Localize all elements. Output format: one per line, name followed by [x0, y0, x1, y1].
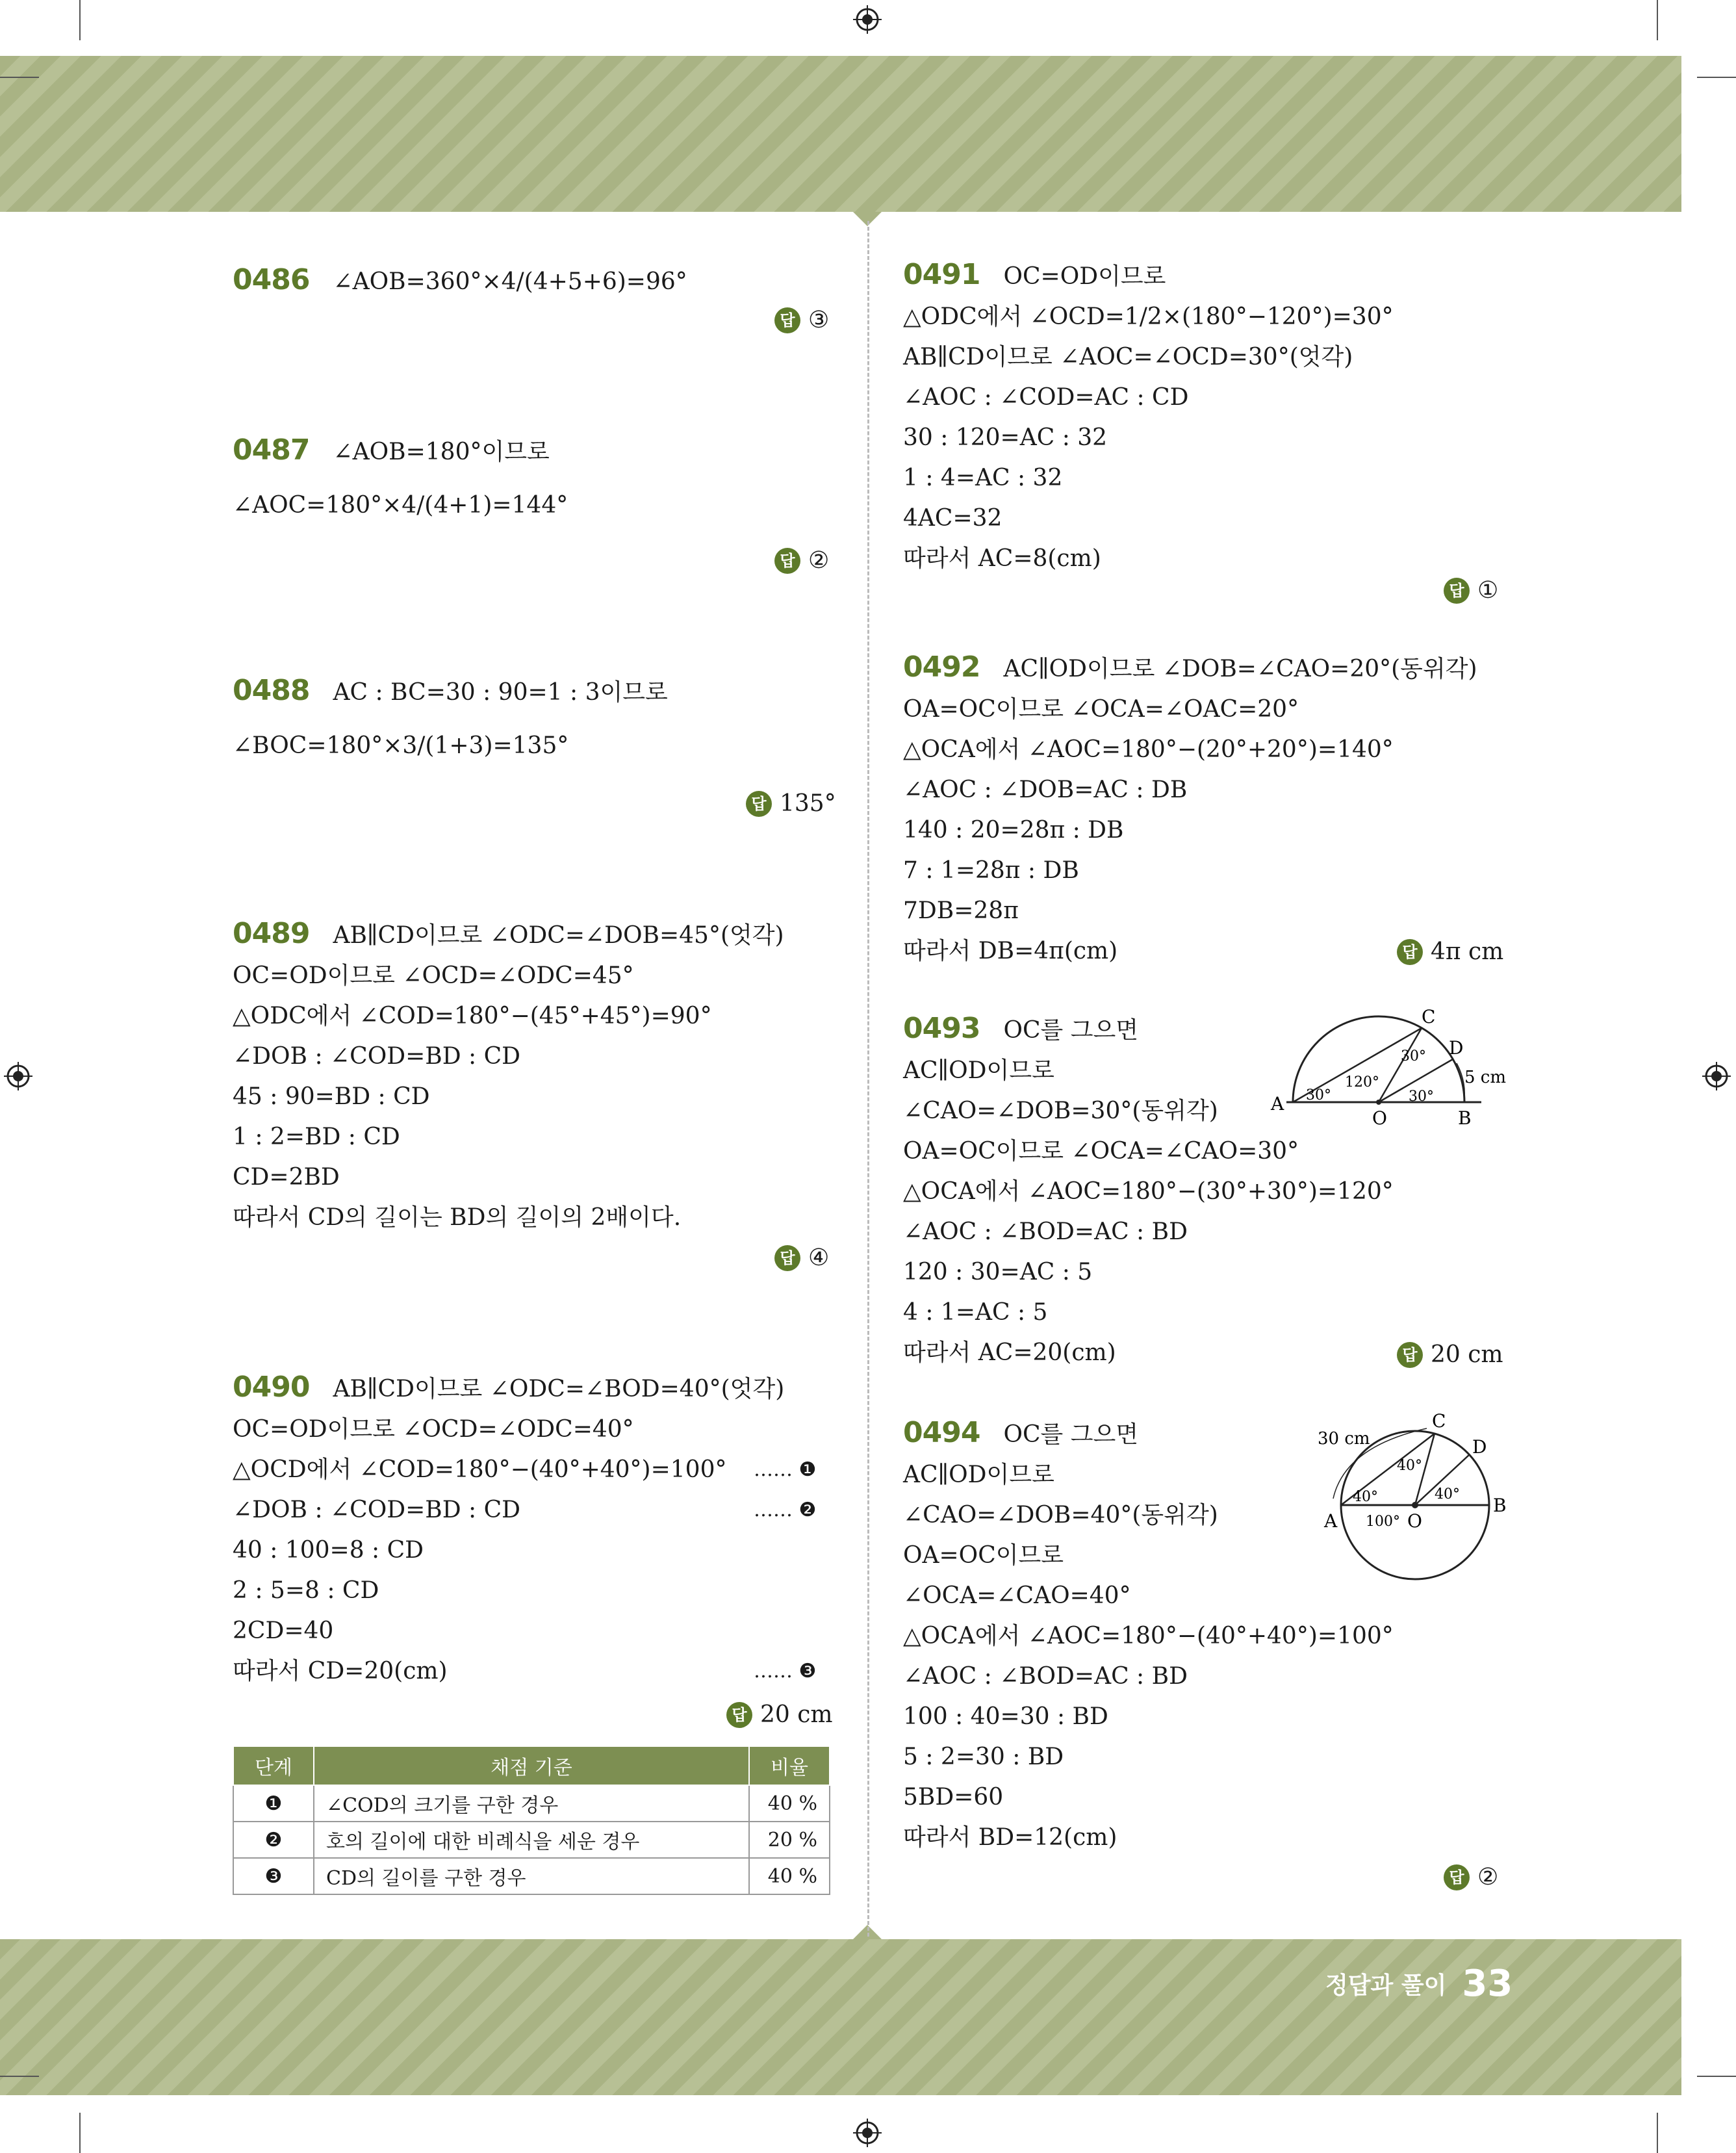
point-label: A — [1271, 1093, 1284, 1115]
table-cell: 호의 길이에 대한 비례식을 세운 경우 — [314, 1822, 749, 1858]
solution-line: △OCA에서 ∠AOC=180°−(40°+40°)=100° — [903, 1623, 1394, 1649]
table-row — [233, 1785, 830, 1822]
table-cell: CD의 길이를 구한 경우 — [314, 1858, 749, 1894]
point-label: D — [1472, 1436, 1487, 1458]
solution-line: 따라서 AC=8(cm) — [903, 545, 1101, 572]
answer-0491 — [1444, 577, 1498, 604]
solution-line: 따라서 CD의 길이는 BD의 길이의 2배이다. — [233, 1204, 682, 1231]
length-label: 30 cm — [1318, 1429, 1370, 1449]
solution-line: AC : BC=30 : 90=1 : 3이므로 — [333, 679, 668, 706]
solution-line: ∠DOB : ∠COD=BD : CD — [233, 1497, 521, 1523]
answer-tag-icon: 답 — [726, 1702, 752, 1728]
answer-value: ④ — [808, 1244, 830, 1271]
answer-value: ② — [808, 547, 830, 574]
table-cell: 40 % — [749, 1785, 830, 1822]
table-row — [233, 1822, 830, 1858]
problem-0488 — [233, 671, 668, 766]
solution-line: AC∥OD이므로 ∠DOB=∠CAO=20°(동위각) — [1003, 656, 1477, 682]
solution-line: 100 : 40=30 : BD — [903, 1703, 1108, 1730]
table-header: 비율 — [749, 1746, 830, 1785]
table-cell: ❸ — [233, 1858, 314, 1894]
problem-number: 0488 — [233, 674, 310, 707]
footer-label: 정답과 풀이 — [1325, 1972, 1447, 1999]
answer-tag-icon: 답 — [746, 791, 772, 817]
table-header: 단계 — [233, 1746, 314, 1785]
answer-0489 — [774, 1244, 829, 1271]
problem-number: 0492 — [903, 651, 980, 684]
solution-line: AB∥CD이므로 ∠ODC=∠DOB=45°(엇각) — [333, 922, 784, 949]
solution-line: AC∥OD이므로 — [903, 1462, 1054, 1488]
solution-line: 5 : 2=30 : BD — [903, 1744, 1064, 1770]
solution-line: 1 : 4=AC : 32 — [903, 465, 1063, 491]
point-label: C — [1422, 1007, 1436, 1027]
answer-value: 20 cm — [1431, 1341, 1503, 1368]
solution-line: △ODC에서 ∠COD=180°−(45°+45°)=90° — [233, 1003, 712, 1029]
scoring-table — [233, 1746, 830, 1895]
answer-value: 20 cm — [760, 1701, 833, 1728]
solution-line: 따라서 BD=12(cm) — [903, 1824, 1117, 1851]
semicircle-figure — [1267, 1007, 1514, 1137]
solution-line: OC=OD이므로 — [1003, 263, 1166, 290]
problem-number: 0487 — [233, 433, 310, 467]
solution-line: AB∥CD이므로 ∠ODC=∠BOD=40°(엇각) — [333, 1376, 785, 1402]
answer-0490 — [726, 1701, 833, 1728]
solution-line: AB∥CD이므로 ∠AOC=∠OCD=30°(엇각) — [903, 344, 1353, 370]
registration-mark-icon — [4, 1062, 32, 1090]
solution-line: OA=OC이므로 ∠OCA=∠OAC=20° — [903, 696, 1299, 723]
answer-0492 — [1397, 938, 1503, 965]
table-row — [233, 1858, 830, 1894]
solution-line: 4AC=32 — [903, 505, 1002, 532]
solution-line: OC=OD이므로 ∠OCD=∠ODC=45° — [233, 962, 634, 989]
circle-figure — [1306, 1408, 1520, 1590]
point-label: A — [1324, 1510, 1338, 1532]
crop-mark — [79, 0, 81, 40]
page-number: 33 — [1462, 1963, 1513, 2005]
solution-line: ∠AOC : ∠BOD=AC : BD — [903, 1663, 1188, 1690]
solution-line: OA=OC이므로 ∠OCA=∠CAO=30° — [903, 1138, 1299, 1165]
solution-line: 30 : 120=AC : 32 — [903, 424, 1108, 451]
crop-mark — [79, 2113, 81, 2153]
answer-0493 — [1397, 1341, 1503, 1368]
problem-0490 — [233, 1367, 784, 1692]
answer-0494 — [1444, 1864, 1498, 1890]
answer-value: ② — [1477, 1864, 1499, 1890]
answer-value: 4π cm — [1431, 938, 1504, 965]
crop-mark — [1657, 0, 1658, 40]
point-label: O — [1407, 1510, 1422, 1532]
page-footer — [1325, 1963, 1513, 2005]
table-cell: 40 % — [749, 1858, 830, 1894]
solution-line: 따라서 DB=4π(cm) — [903, 938, 1118, 964]
answer-tag-icon: 답 — [774, 548, 800, 574]
problem-0492 — [903, 647, 1477, 972]
answer-value: 135° — [780, 790, 836, 817]
solution-line: CD=2BD — [233, 1164, 340, 1191]
table-header: 채점 기준 — [314, 1746, 749, 1785]
solution-line: ∠DOB : ∠COD=BD : CD — [233, 1043, 521, 1070]
solution-line: ∠AOB=180°이므로 — [333, 439, 550, 465]
solution-line: △OCD에서 ∠COD=180°−(40°+40°)=100° — [233, 1456, 727, 1483]
problem-0489 — [233, 914, 784, 1238]
solution-line: ∠AOC : ∠DOB=AC : DB — [903, 777, 1188, 803]
table-cell: ❶ — [233, 1785, 314, 1822]
solution-line: 7 : 1=28π : DB — [903, 857, 1079, 884]
step-marker: …… ❷ — [754, 1499, 817, 1521]
answer-value: ③ — [808, 307, 830, 333]
crop-mark — [1657, 2113, 1658, 2153]
point-label: C — [1432, 1410, 1446, 1432]
problem-number: 0490 — [233, 1371, 310, 1404]
solution-line: △OCA에서 ∠AOC=180°−(20°+20°)=140° — [903, 736, 1394, 763]
solution-line: 7DB=28π — [903, 897, 1019, 924]
answer-tag-icon: 답 — [774, 1245, 800, 1271]
solution-line: OC를 그으면 — [1003, 1017, 1139, 1044]
problem-number: 0493 — [903, 1012, 980, 1045]
solution-line: ∠AOC : ∠BOD=AC : BD — [903, 1218, 1188, 1245]
problem-0486 — [233, 260, 687, 302]
answer-tag-icon: 답 — [1397, 939, 1423, 965]
answer-tag-icon: 답 — [774, 307, 800, 333]
solution-line: 따라서 CD=20(cm) — [233, 1658, 448, 1684]
table-cell: ❷ — [233, 1822, 314, 1858]
crop-mark — [1697, 2076, 1736, 2077]
crop-mark — [1697, 77, 1736, 78]
answer-tag-icon: 답 — [1444, 578, 1470, 604]
solution-line: ∠BOC=180°×3/(1+3)=135° — [233, 732, 569, 759]
angle-label: 30° — [1409, 1089, 1434, 1105]
angle-label: 100° — [1366, 1514, 1400, 1530]
crop-mark — [0, 77, 39, 78]
solution-line: ∠CAO=∠DOB=40°(동위각) — [903, 1502, 1218, 1528]
problem-number: 0491 — [903, 258, 980, 291]
solution-line: 5BD=60 — [903, 1784, 1004, 1811]
solution-line: ∠AOC : ∠COD=AC : CD — [903, 384, 1189, 411]
solution-line: 1 : 2=BD : CD — [233, 1124, 400, 1150]
table-cell: ∠COD의 크기를 구한 경우 — [314, 1785, 749, 1822]
answer-0488 — [746, 790, 836, 817]
solution-line: 4 : 1=AC : 5 — [903, 1299, 1048, 1326]
solution-line: 40 : 100=8 : CD — [233, 1537, 424, 1564]
step-marker: …… ❶ — [754, 1458, 817, 1481]
solution-line: 따라서 AC=20(cm) — [903, 1339, 1116, 1366]
solution-line: ∠AOC=180°×4/(4+1)=144° — [233, 492, 568, 519]
solution-line: OC를 그으면 — [1003, 1421, 1139, 1448]
solution-line: ∠CAO=∠DOB=30°(동위각) — [903, 1098, 1218, 1124]
solution-line: 45 : 90=BD : CD — [233, 1083, 430, 1110]
point-label: B — [1458, 1107, 1472, 1129]
problem-0491 — [903, 255, 1394, 579]
angle-label: 30° — [1401, 1048, 1426, 1064]
point-label: B — [1493, 1495, 1507, 1516]
table-cell: 20 % — [749, 1822, 830, 1858]
angle-label: 40° — [1435, 1486, 1460, 1502]
solution-line: OC=OD이므로 ∠OCD=∠ODC=40° — [233, 1416, 634, 1443]
solution-line: ∠AOB=360°×4/(4+5+6)=96° — [333, 268, 687, 295]
crop-mark — [0, 2076, 39, 2077]
solution-line: AC∥OD이므로 — [903, 1057, 1054, 1084]
solution-line: 120 : 30=AC : 5 — [903, 1259, 1093, 1285]
problem-number: 0489 — [233, 917, 310, 950]
answer-0487 — [774, 547, 829, 574]
registration-mark-icon — [1702, 1062, 1731, 1090]
step-marker: …… ❸ — [754, 1660, 817, 1682]
point-label: O — [1372, 1107, 1387, 1129]
solution-line: 140 : 20=28π : DB — [903, 817, 1124, 844]
answer-0486 — [774, 307, 829, 333]
length-label: 5 cm — [1464, 1068, 1507, 1087]
answer-tag-icon: 답 — [1397, 1342, 1423, 1368]
solution-line: △ODC에서 ∠OCD=1/2×(180°−120°)=30° — [903, 303, 1394, 330]
angle-label: 30° — [1306, 1087, 1331, 1103]
registration-mark-icon — [853, 5, 882, 34]
problem-number: 0494 — [903, 1416, 980, 1449]
problem-0487 — [233, 430, 568, 526]
answer-tag-icon: 답 — [1444, 1864, 1470, 1890]
solution-line: 2CD=40 — [233, 1618, 334, 1644]
header-band — [0, 56, 1681, 212]
angle-label: 40° — [1353, 1489, 1378, 1505]
solution-line: ∠OCA=∠CAO=40° — [903, 1582, 1131, 1609]
registration-mark-icon — [853, 2119, 882, 2147]
angle-label: 40° — [1397, 1458, 1422, 1474]
column-divider — [867, 221, 869, 1937]
solution-line: 2 : 5=8 : CD — [233, 1577, 379, 1604]
solution-line: OA=OC이므로 — [903, 1542, 1064, 1569]
solution-line: △OCA에서 ∠AOC=180°−(30°+30°)=120° — [903, 1178, 1394, 1205]
problem-number: 0486 — [233, 263, 310, 296]
angle-label: 120° — [1345, 1074, 1379, 1090]
point-label: D — [1449, 1037, 1464, 1059]
answer-value: ① — [1477, 577, 1499, 604]
